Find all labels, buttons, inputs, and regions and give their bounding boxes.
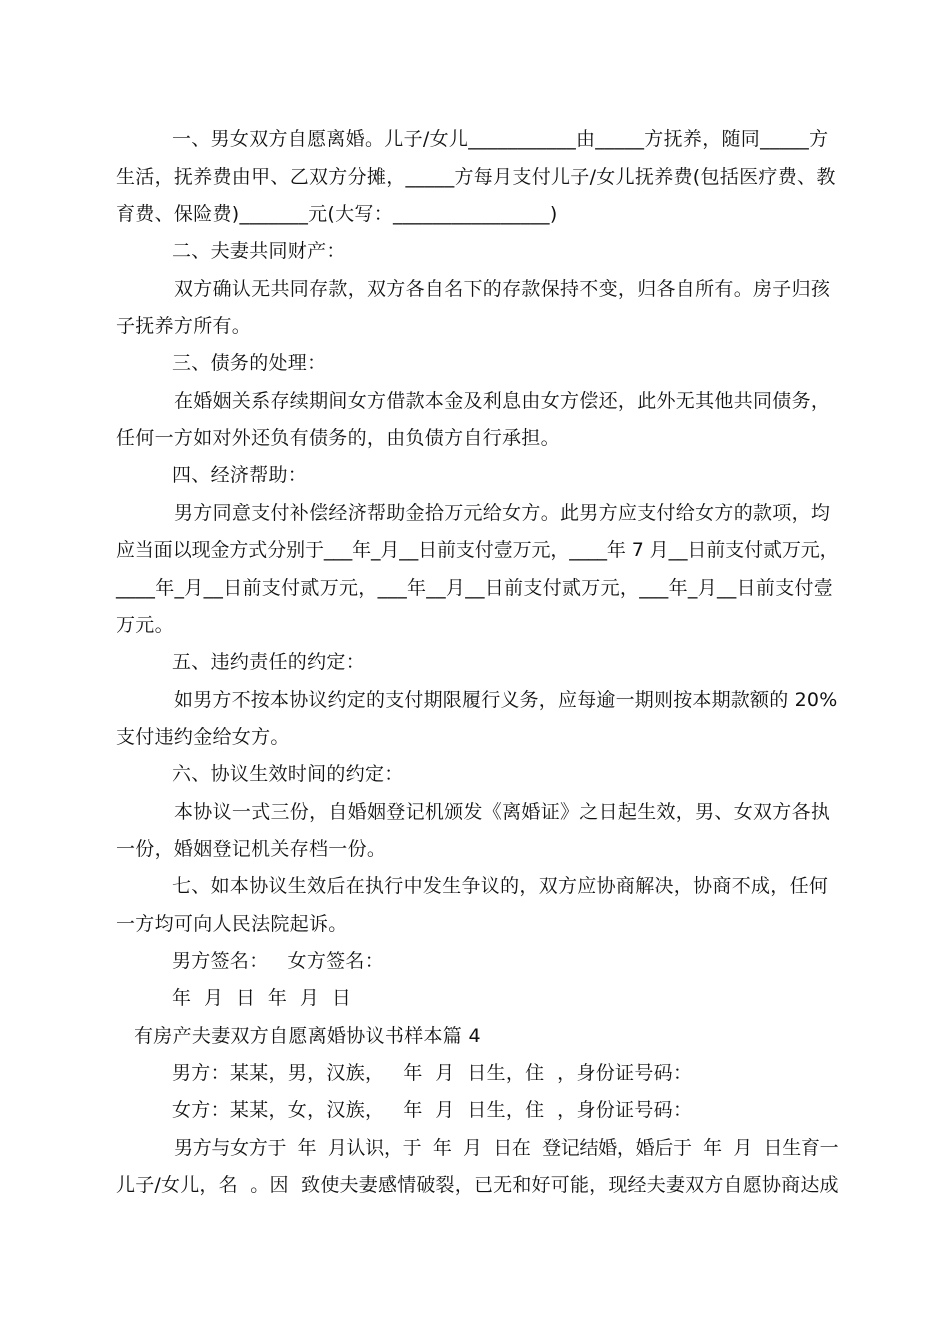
text-line: 男方与女方于 年 月认识，于 年 月 日在 登记结婚，婚后于 年 月 日生育一 (174, 1137, 839, 1159)
text-line: 双方确认无共同存款，双方各自名下的存款保持不变，归各自所有。房子归孩 (174, 278, 831, 300)
text-line: 育费、保险费)_______元(大写：________________) (116, 203, 558, 225)
section-heading: 三、债务的处理： (172, 352, 327, 374)
text-line: 支付违约金给女方。 (116, 726, 290, 748)
document-title: 有房产夫妻双方自愿离婚协议书样本篇 4 (134, 1025, 481, 1047)
section-heading: 四、经济帮助： (172, 464, 308, 486)
text-line: 本协议一式三份，自婚姻登记机颁发《离婚证》之日起生效，男、女双方各执 (174, 801, 831, 823)
section-heading: 五、违约责任的约定： (172, 651, 366, 673)
party-line: 女方：某某，女，汉族， 年 月 日生，住 ，身份证号码： (172, 1099, 693, 1121)
text-line: 在婚姻关系存续期间女方借款本金及利息由女方偿还，此外无其他共同债务， (174, 390, 831, 412)
text-line: ____年_月__日前支付贰万元，___年__月__日前支付贰万元，___年_月__日前支付壹 (116, 577, 834, 599)
date-line: 年 月 日 年 月 日 (172, 987, 352, 1009)
text-line: 一份，婚姻登记机关存档一份。 (116, 838, 387, 860)
signature-line: 男方签名： 女方签名： (172, 950, 385, 972)
text-line: 一、男女双方自愿离婚。儿子/女儿___________由_____方抚养，随同_____方 (172, 128, 829, 150)
text-line: 子抚养方所有。 (116, 315, 252, 337)
text-line: 应当面以现金方式分别于___年_月__日前支付壹万元，____年 7 月__日前支付贰万元， (116, 539, 839, 561)
text-line: 万元。 (116, 614, 174, 636)
section-heading: 二、夫妻共同财产： (172, 240, 346, 262)
section-heading: 六、协议生效时间的约定： (172, 763, 404, 785)
section-heading: 七、如本协议生效后在执行中发生争议的，双方应协商解决，协商不成，任何 (172, 875, 829, 897)
text-line: 任何一方如对外还负有债务的，由负债方自行承担。 (116, 427, 560, 449)
text-line: 一方均可向人民法院起诉。 (116, 913, 348, 935)
text-line: 男方同意支付补偿经济帮助金拾万元给女方。此男方应支付给女方的款项，均 (174, 502, 831, 524)
text-line: 儿子/女儿，名 。因 致使夫妻感情破裂，已无和好可能，现经夫妻双方自愿协商达成 (116, 1174, 839, 1196)
text-line: 如男方不按本协议约定的支付期限履行义务，应每逾一期则按本期款额的 20% (174, 689, 838, 711)
party-line: 男方：某某，男，汉族， 年 月 日生，住 ，身份证号码： (172, 1062, 693, 1084)
text-line: 生活，抚养费由甲、乙双方分摊，_____方每月支付儿子/女儿抚养费(包括医疗费、教 (116, 166, 836, 188)
